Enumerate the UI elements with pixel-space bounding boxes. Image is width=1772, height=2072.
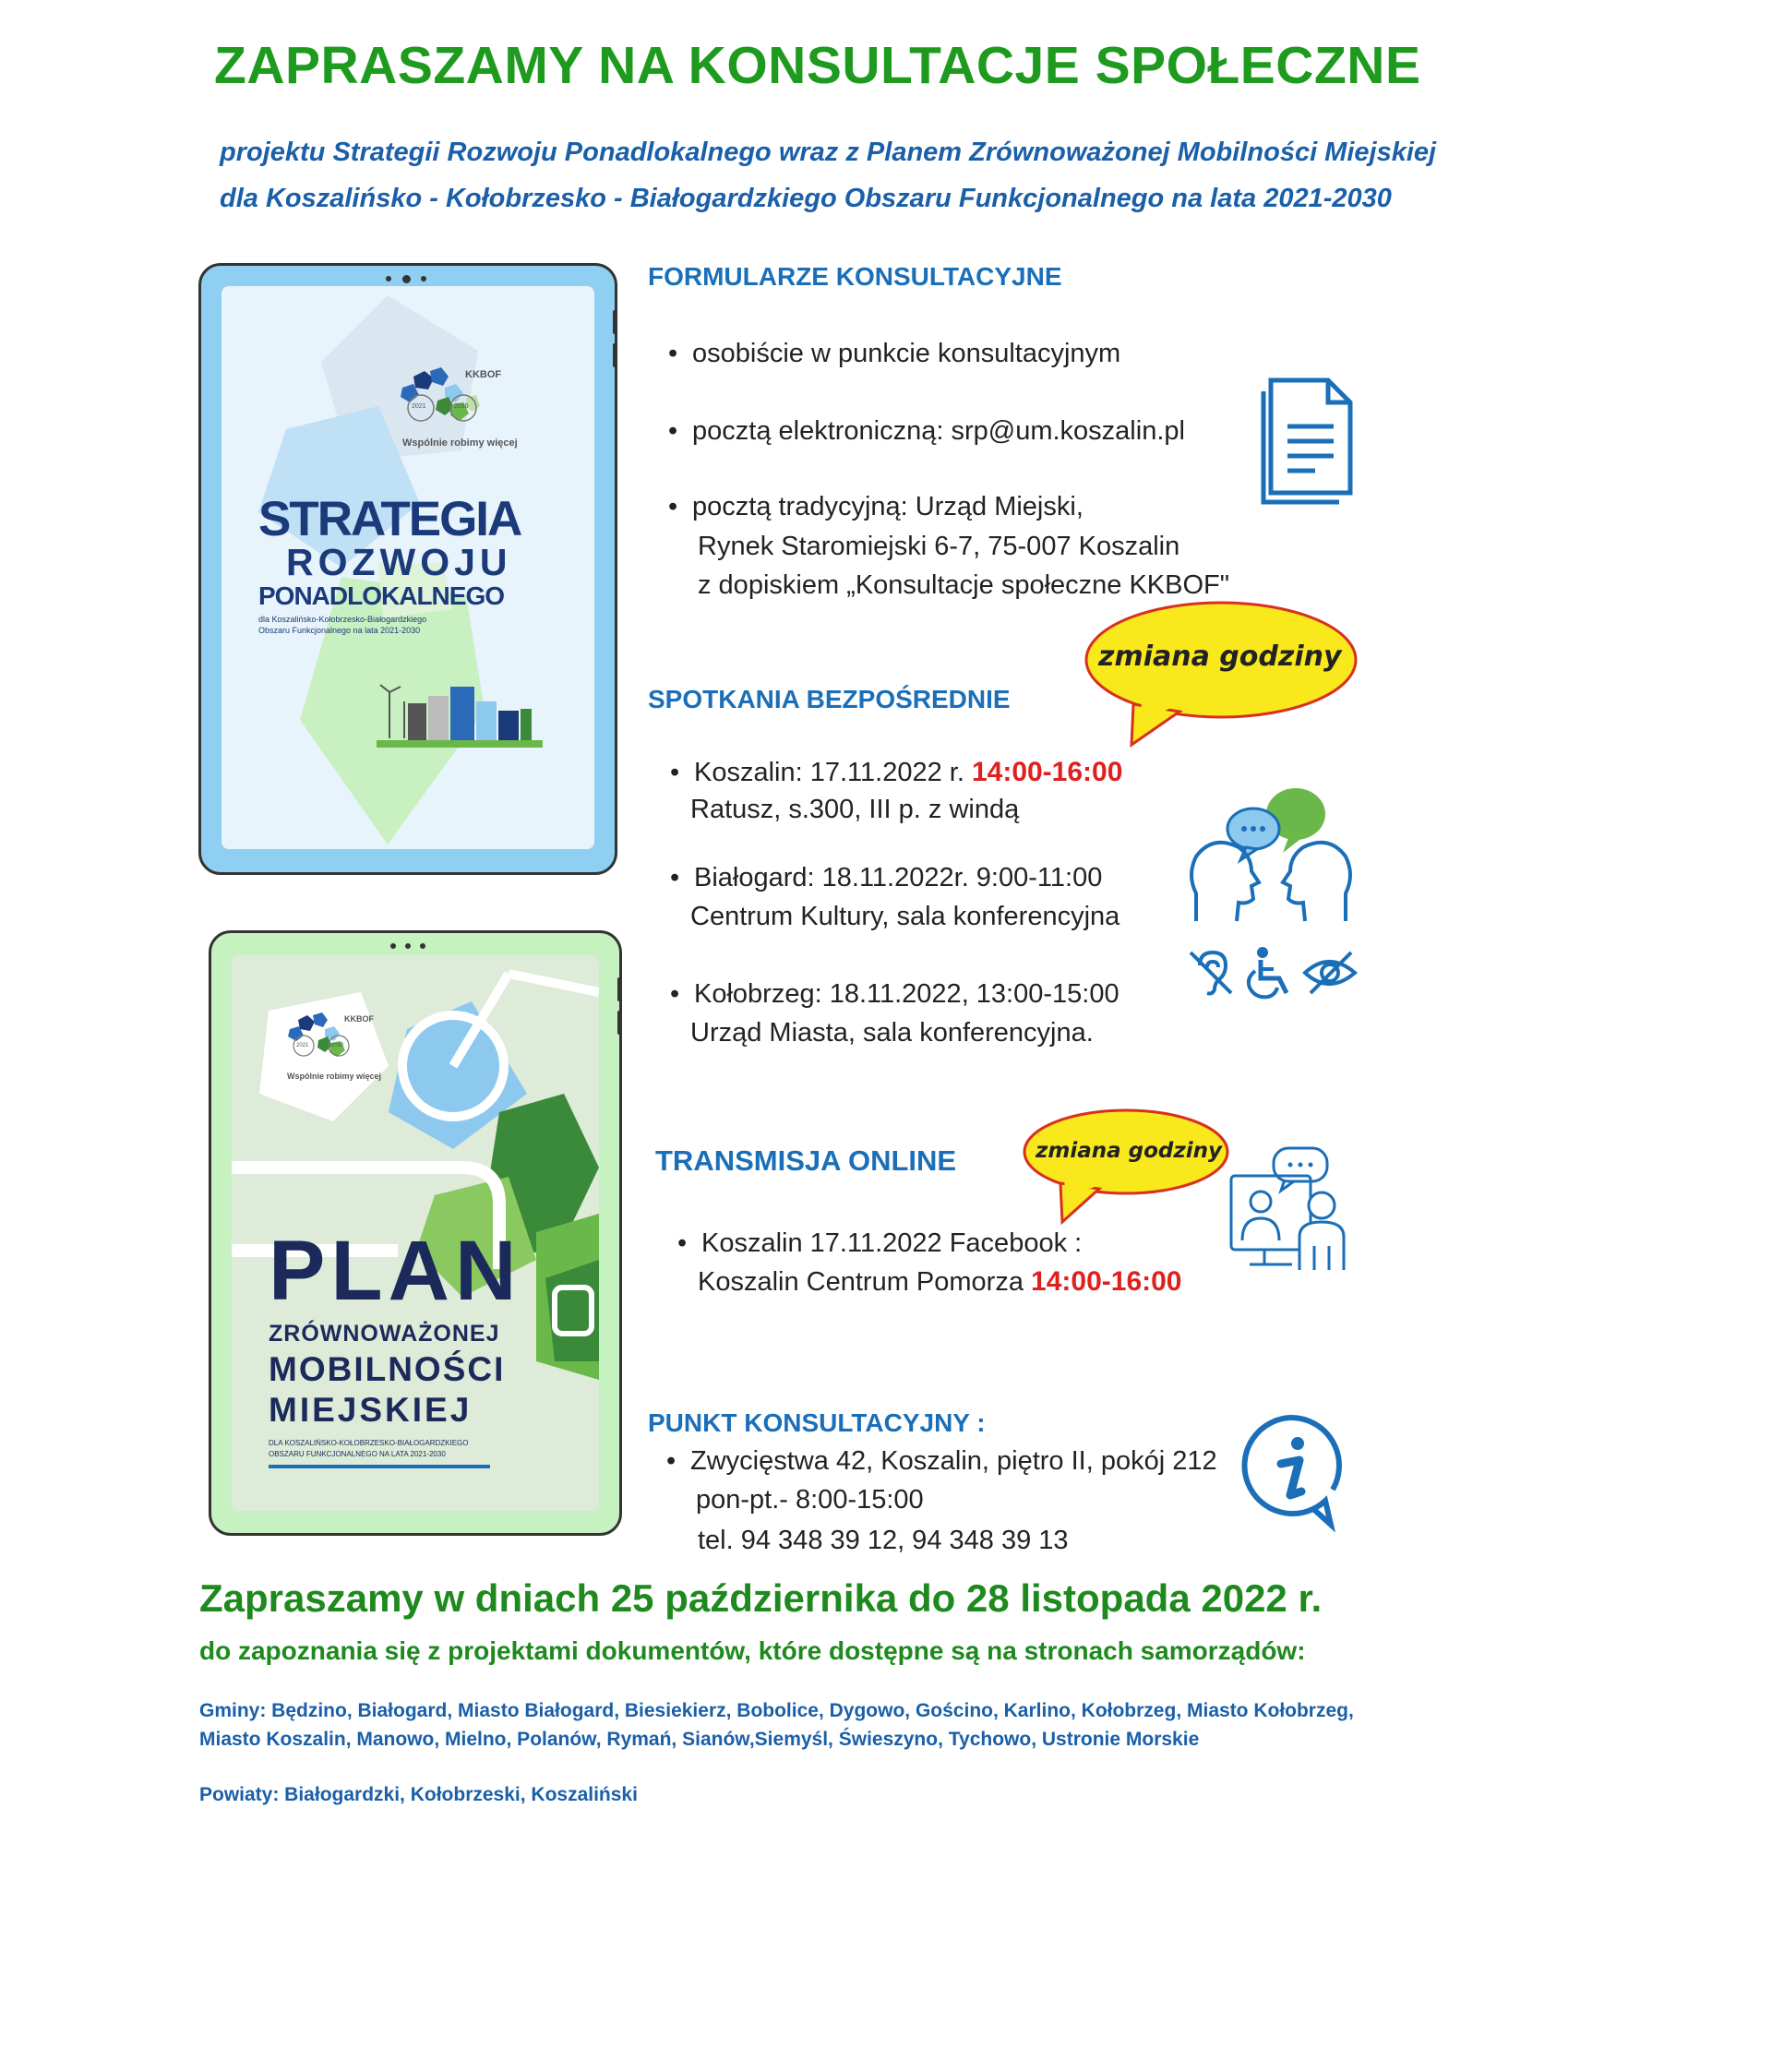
document-icon [1260,377,1361,506]
gminy-list [199,1696,1354,1754]
transmisja-item-1-time: 14:00-16:00 [1031,1266,1182,1297]
spotkania-heading: SPOTKANIA BEZPOŚREDNIE [648,685,1011,713]
transmisja-heading: TRANSMISJA ONLINE [655,1144,957,1177]
punkt-line-1: • Zwycięstwa 42, Koszalin, piętro II, pokój 212 [690,1442,1217,1480]
spotkania-item-1 [694,753,1122,792]
cover-title-zrownowazonej: ZRÓWNOWAŻONEJ [269,1321,500,1347]
gminy-line-2: Miasto Koszalin, Manowo, Mielno, Polanów, Rymań, Sianów,Siemyśl, Świeszyno, Tychowo, Ustronie Morskie [199,1729,1200,1750]
kkbof-logo [397,367,517,432]
cover-sub-2: OBSZARU FUNKCJONALNEGO NA LATA 2021-2030 [269,1450,446,1458]
tablet-screen-strategia [222,286,594,849]
subtitle-line-1: projektu Strategii Rozwoju Ponadlokalnego wraz z Planem Zrównoważonej Mobilności Miejskiej [220,138,1437,167]
spotkania-item-2-line-2: Centrum Kultury, sala konferencyjna [690,902,1120,931]
spotkania-item-1-time: 14:00-16:00 [971,757,1123,787]
transmisja-item-1-line-2 [698,1263,1182,1301]
spotkania-item-2: • Białogard: 18.11.2022r. 9:00-11:00 [694,858,1102,897]
info-icon [1237,1412,1347,1532]
cover-underline [269,1465,490,1468]
punkt-line-2: pon-pt.- 8:00-15:00 [696,1485,924,1515]
formularze-item-3-line-2: Rynek Staromiejski 6-7, 75-007 Koszalin [698,532,1180,561]
slogan: Wspólnie robimy więcej [402,437,518,449]
people-talking-icon [1187,783,1355,930]
formularze-item-3-line-3: z dopiskiem „Konsultacje społeczne KKBOF" [698,570,1230,600]
logo-year-left: 2021 [412,403,426,410]
speech-bubble-icon [1078,595,1364,752]
tablet-plan [209,930,622,1536]
subtitle-line-2: dla Koszalińsko - Kołobrzesko - Białogardzkiego Obszaru Funkcjonalnego na lata 2021-2030 [220,184,1392,213]
spotkania-bubble-text: zmiana godziny [1098,641,1342,673]
cover-title-miejskiej: MIEJSKIEJ [269,1391,473,1429]
logo-year-left: 2021 [296,1043,309,1048]
cover-sub-1: DLA KOSZALIŃSKO-KOŁOBRZESKO-BIAŁOGARDZKIEGO [269,1439,469,1447]
hearing-impaired-icon [1185,947,1237,999]
gminy-line-1: Gminy: Będzino, Białogard, Miasto Białogard, Biesiekierz, Bobolice, Dygowo, Gościno, Karlino, Kołobrzeg, Miasto Kołobrzeg, [199,1700,1354,1721]
logo-year-right: 2030 [331,1043,344,1048]
cover-sub-2: Obszaru Funkcjonalnego na lata 2021-2030 [258,626,421,635]
formularze-item-3-line-1: • pocztą tradycyjną: Urząd Miejski, [692,492,1084,521]
transmisja-item-1: • Koszalin 17.11.2022 Facebook : [701,1224,1082,1263]
slogan: Wspólnie robimy więcej [287,1072,382,1081]
page-subtitle [220,129,1436,222]
cover-title-mobilnosci: MOBILNOŚCI [269,1350,506,1388]
logo-text: KKBOF [465,369,502,380]
logo-year-right: 2030 [454,403,469,410]
cta-heading: Zapraszamy w dniach 25 października do 28 listopada 2022 r. [199,1576,1323,1620]
city-illustration [377,683,543,757]
punkt-heading: PUNKT KONSULTACYJNY : [648,1408,986,1437]
page-title: ZAPRASZAMY NA KONSULTACJE SPOŁECZNE [214,36,1421,95]
kkbof-logo [285,1012,387,1068]
spotkania-item-1-line-2: Ratusz, s.300, III p. z windą [690,795,1020,824]
spotkania-item-3: • Kołobrzeg: 18.11.2022, 13:00-15:00 [694,975,1119,1013]
logo-text: KKBOF [344,1014,374,1024]
wheelchair-icon [1244,945,1296,1000]
speech-bubble-icon [1020,1106,1232,1228]
online-meeting-icon [1227,1144,1357,1274]
vision-impaired-icon [1301,949,1359,999]
spotkania-item-3-line-2: Urząd Miasta, sala konferencyjna. [690,1018,1094,1048]
cover-title-ponadlokalnego: PONADLOKALNEGO [258,581,504,610]
cta-subheading: do zapoznania się z projektami dokumentów, które dostępne są na stronach samorządów: [199,1636,1306,1665]
tablet-camera [377,940,451,952]
tablet-camera [371,273,445,284]
cover-sub-1: dla Koszalińsko-Kołobrzesko-Białogardzkiego [258,615,427,624]
cover-title-plan: PLAN [269,1224,522,1318]
formularze-item-2: • pocztą elektroniczną: srp@um.koszalin.pl [692,412,1185,450]
transmisja-bubble-text: zmiana godziny [1036,1139,1223,1163]
punkt-line-3: tel. 94 348 39 12, 94 348 39 13 [698,1526,1069,1555]
formularze-item-1: • osobiście w punkcie konsultacyjnym [692,334,1120,373]
tablet-strategia [198,263,617,875]
formularze-heading: FORMULARZE KONSULTACYJNE [648,262,1062,291]
cover-title-rozwoju: ROZWOJU [286,541,512,583]
transmisja-item-1-text: Koszalin Centrum Pomorza [698,1267,1024,1297]
powiaty-list: Powiaty: Białogardzki, Kołobrzeski, Koszaliński [199,1784,638,1805]
cover-title-strategia: STRATEGIA [258,492,521,546]
formularze-item-3 [692,487,1084,526]
tablet-screen-plan [232,955,599,1511]
spotkania-item-1-text: Koszalin: 17.11.2022 r. [694,758,964,787]
